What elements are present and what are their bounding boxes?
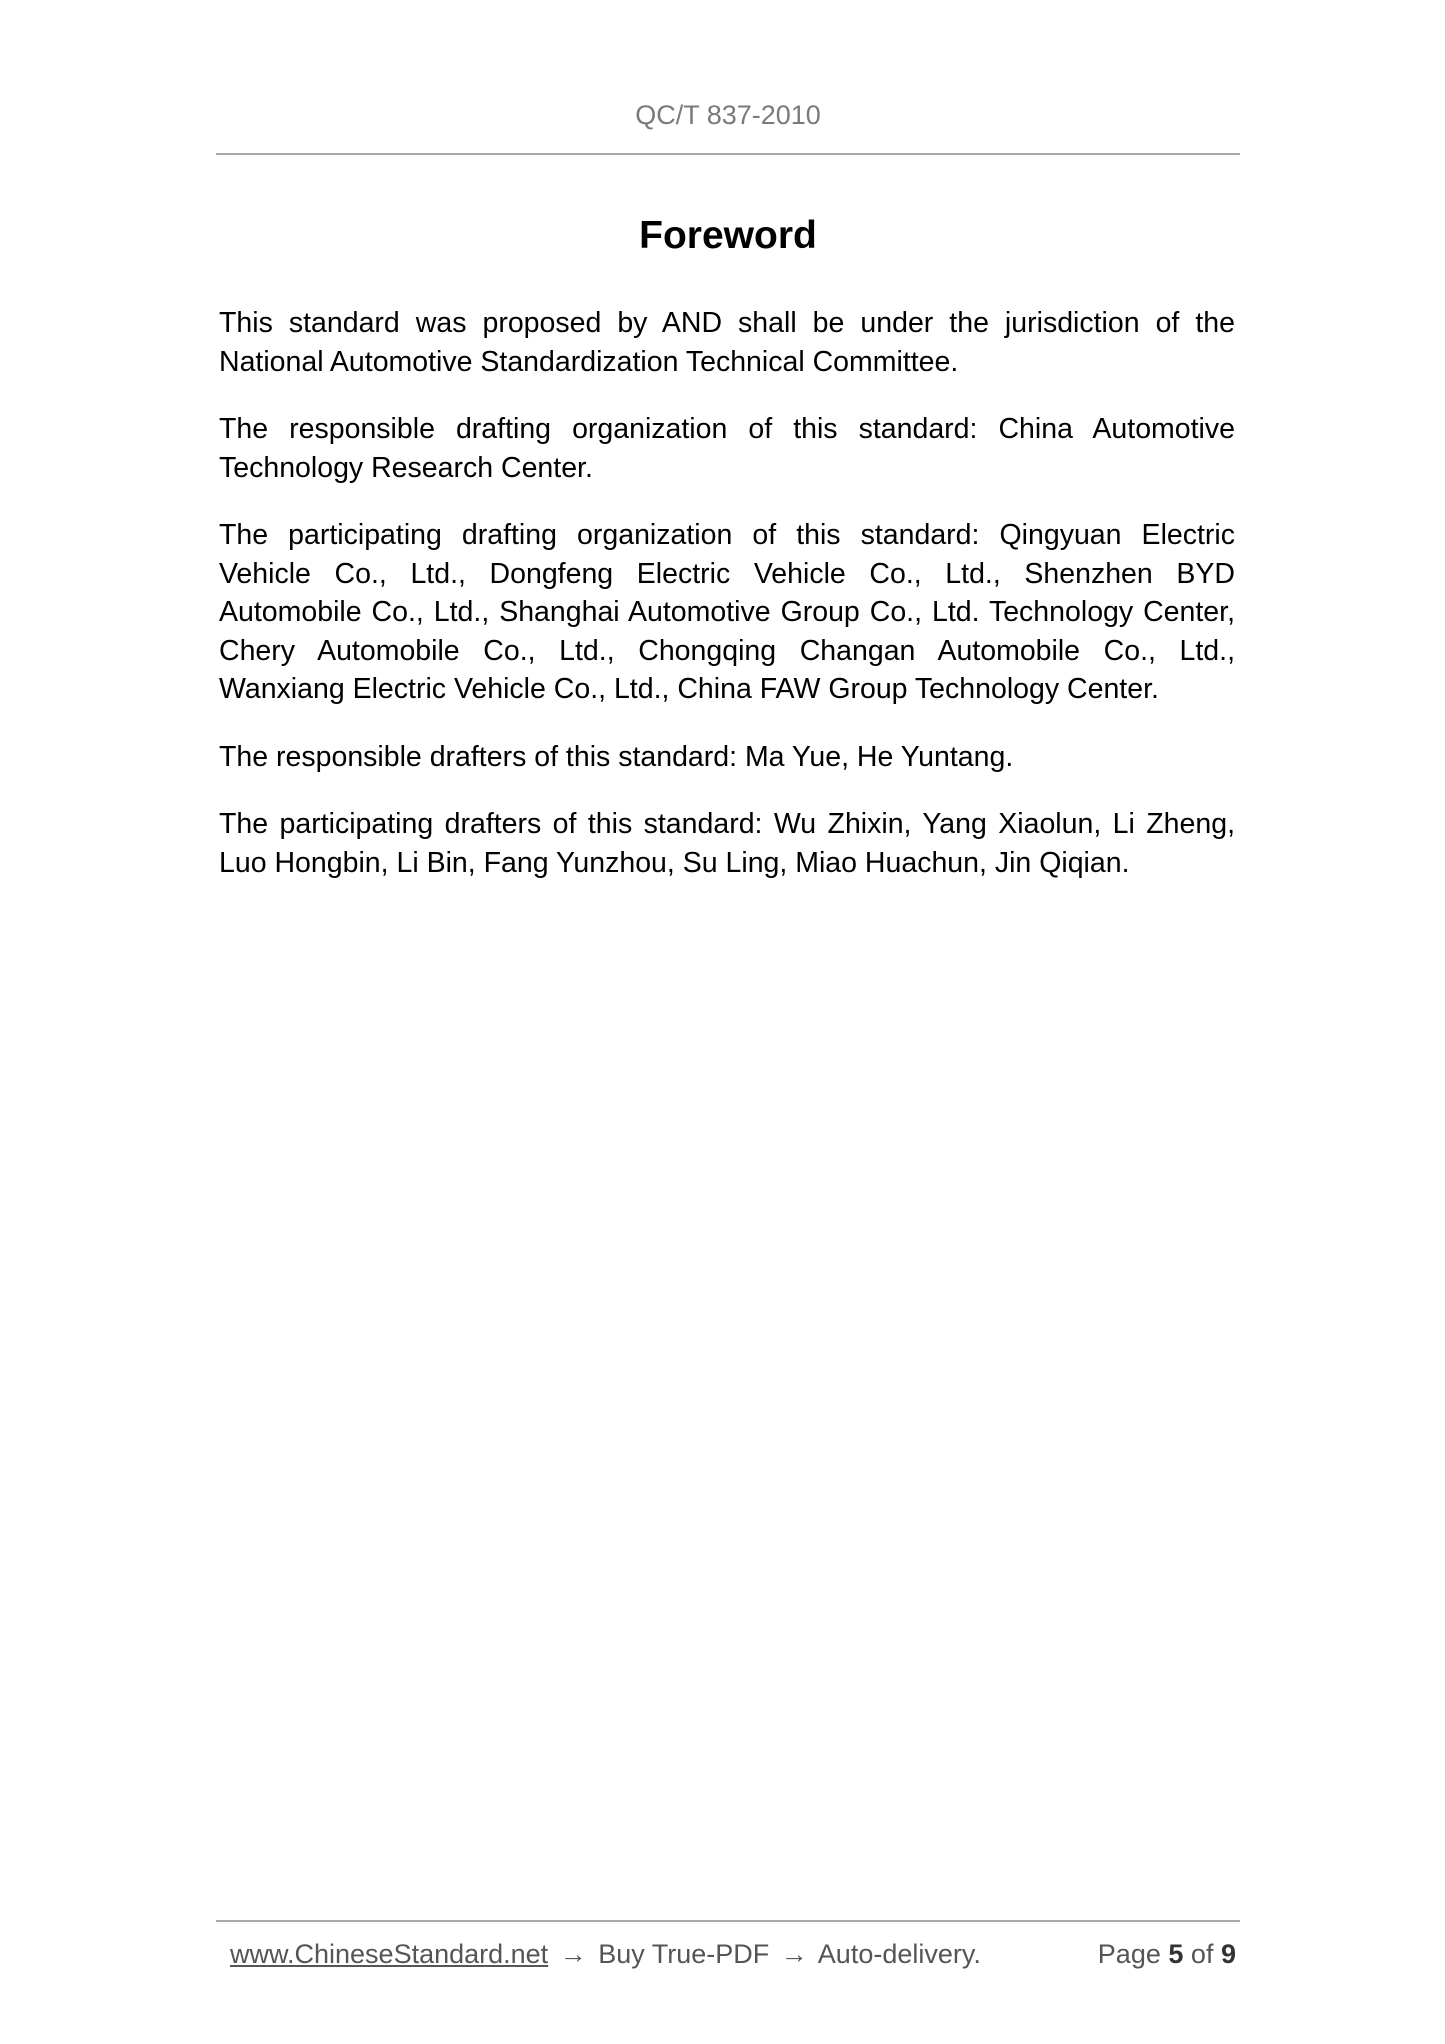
page-label: Page (1097, 1939, 1161, 1969)
footer-promo (230, 1939, 981, 1970)
website-link[interactable]: www.ChineseStandard.net (230, 1939, 549, 1969)
header-divider (216, 153, 1240, 155)
page-title: Foreword (639, 214, 817, 257)
page-number (1098, 1939, 1236, 1970)
paragraph-responsible-drafters: The responsible drafters of this standard: Ma Yue, He Yuntang. (219, 740, 1014, 773)
page-total: 9 (1220, 1939, 1236, 1969)
paragraph-proposal: This standard was proposed by AND shall be under the jurisdiction of the National Automotive Standardization Technical Committee. (219, 307, 1235, 378)
page-footer (230, 1939, 1236, 1970)
right-arrow-icon: → (559, 1939, 587, 1969)
page-header-doc-id: QC/T 837-2010 (635, 100, 821, 130)
document-body (219, 304, 1235, 911)
footer-step-delivery: Auto-delivery. (817, 1939, 981, 1969)
page-of-label: of (1190, 1939, 1214, 1969)
footer-divider (216, 1920, 1240, 1922)
footer-step-buy: Buy True-PDF (598, 1939, 770, 1969)
paragraph-participating-drafters: The participating drafters of this standard: Wu Zhixin, Yang Xiaolun, Li Zheng, Luo Hongbin, Li Bin, Fang Yunzhou, Su Ling, Miao Huachun, Jin Qiqian. (219, 808, 1235, 879)
paragraph-participating-orgs: The participating drafting organization of this standard: Qingyuan Electric Vehicle Co., Ltd., Dongfeng Electric Vehicle Co., Ltd., Shenzhen BYD Automobile Co., Ltd., Shanghai Automotive Group Co., Ltd. Technology Center, Chery Automobile Co., Ltd., Chongqing Changan Automobile Co., Ltd., Wanxiang Electric Vehicle Co., Ltd., China FAW Group Technology Center. (219, 519, 1235, 705)
right-arrow-icon: → (780, 1939, 808, 1969)
paragraph-responsible-org: The responsible drafting organization of this standard: China Automotive Technology Research Center. (219, 413, 1235, 484)
page-current: 5 (1168, 1939, 1184, 1969)
